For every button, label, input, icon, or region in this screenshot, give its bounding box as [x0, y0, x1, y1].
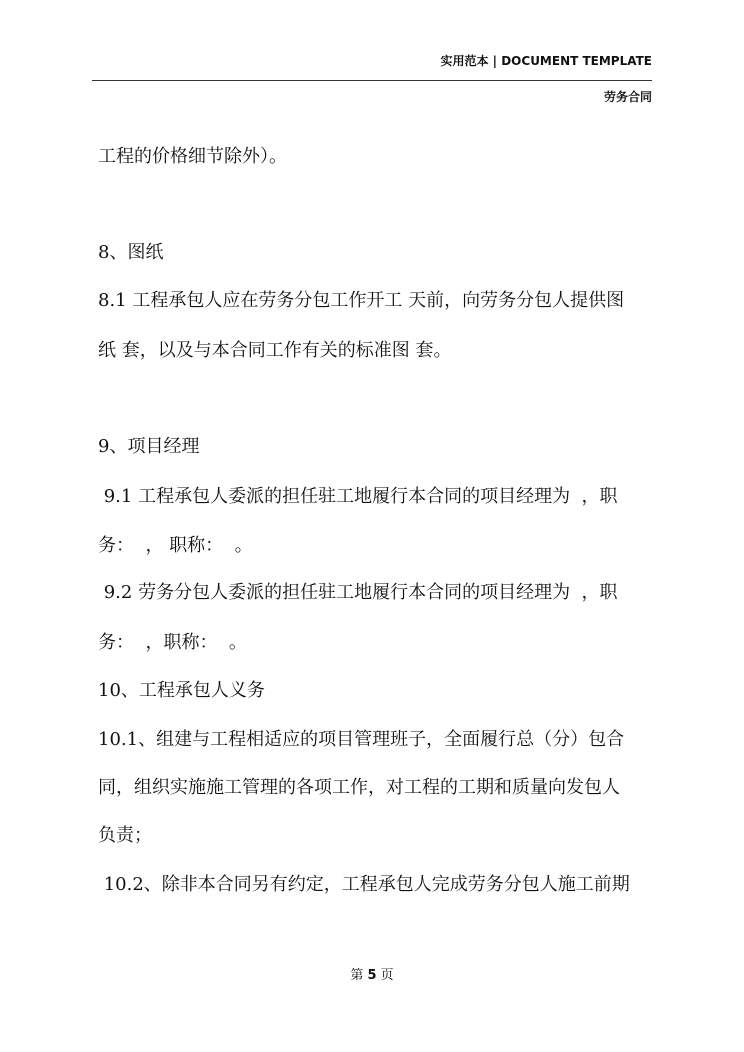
- text-line: 9.2 劳务分包人委派的担任驻工地履行本合同的项目经理为 ，职: [98, 582, 618, 603]
- text-line: 纸 套，以及与本合同工作有关的标准图 套。: [98, 340, 452, 361]
- header-sub-title: 劳务合同: [603, 90, 652, 104]
- text-line: 10.1、组建与工程相适应的项目管理班子，全面履行总（分）包合: [98, 729, 625, 750]
- page-suffix: 页: [380, 968, 394, 983]
- text-line: 负责；: [98, 825, 152, 846]
- text-line: 9.1 工程承包人委派的担任驻工地履行本合同的项目经理为 ，职: [98, 486, 618, 507]
- header-top-text: 实用范本 | DOCUMENT TEMPLATE: [440, 54, 652, 68]
- text-line: 工程的价格细节除外）。: [98, 146, 287, 167]
- text-line: 务： ， 职称： 。: [98, 535, 253, 556]
- text-line: 务： ，职称： 。: [98, 632, 247, 653]
- page-number-value: 5: [367, 968, 377, 983]
- page-number: [0, 964, 744, 983]
- section-heading: 9、项目经理: [98, 436, 200, 457]
- header-rule: [92, 80, 652, 81]
- text-line: 10.2、除非本合同另有约定，工程承包人完成劳务分包人施工前期: [98, 874, 630, 895]
- text-line: 8.1 工程承包人应在劳务分包工作开工 天前，向劳务分包人提供图: [98, 290, 625, 311]
- section-heading: 10、工程承包人义务: [98, 680, 265, 701]
- text-line: 同，组织实施施工管理的各项工作，对工程的工期和质量向发包人: [98, 777, 620, 798]
- section-heading: 8、图纸: [98, 242, 164, 263]
- page-prefix: 第: [350, 968, 364, 983]
